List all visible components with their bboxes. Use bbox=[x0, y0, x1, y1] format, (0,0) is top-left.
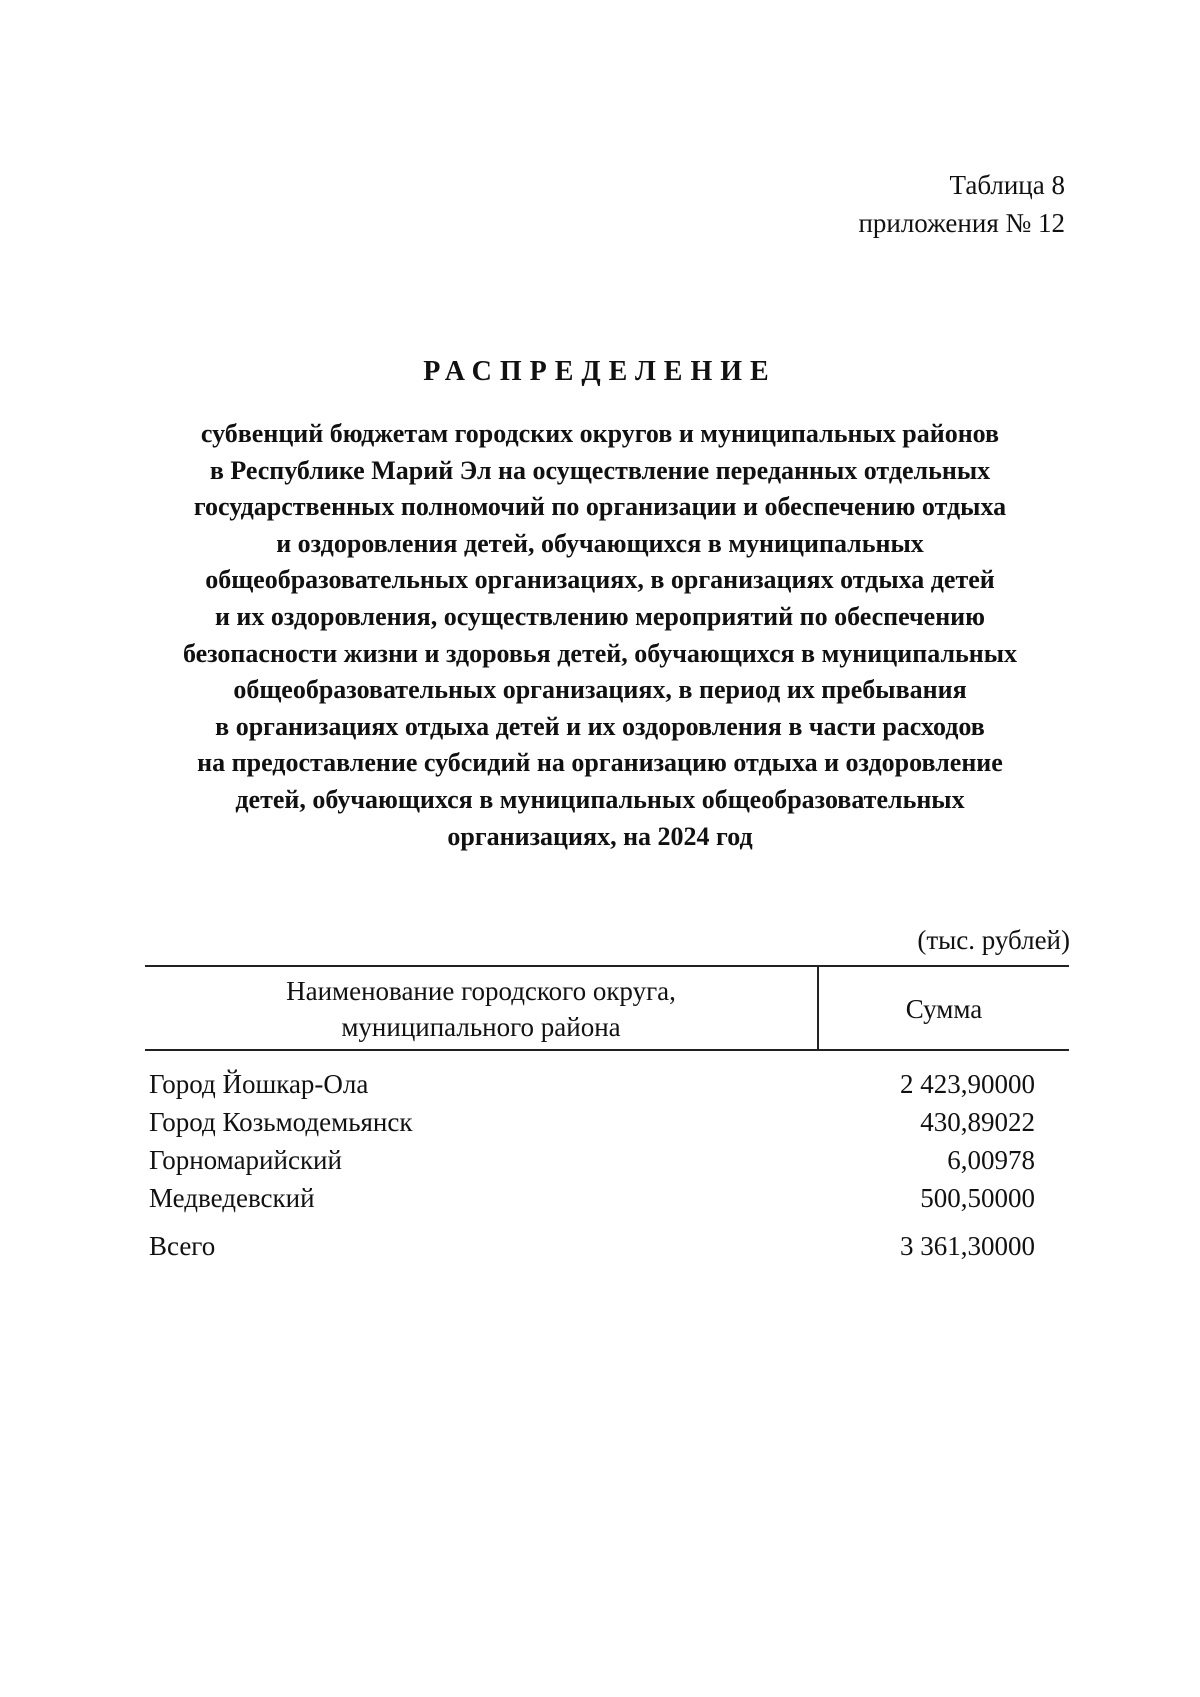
total-amount: 3 361,30000 bbox=[900, 1231, 1035, 1261]
subtitle-line: общеобразовательных организациях, в период их пребывания bbox=[233, 675, 967, 705]
header-name-line: Наименование городского округа, bbox=[286, 976, 676, 1006]
subtitle-line: на предоставление субсидий на организацию отдыха и оздоровление bbox=[197, 748, 1003, 778]
document-title: РАСПРЕДЕЛЕНИЕ bbox=[423, 356, 777, 387]
subtitle-line: в Республике Марий Эл на осуществление переданных отдельных bbox=[209, 455, 991, 485]
subtitle-line: государственных полномочий по организации и обеспечению отдыха bbox=[193, 492, 1007, 522]
document-subtitle bbox=[130, 416, 1070, 855]
table-reference bbox=[858, 166, 1065, 242]
table-row bbox=[145, 1141, 1069, 1179]
row-name: Медведевский bbox=[149, 1183, 315, 1213]
row-amount: 430,89022 bbox=[920, 1107, 1035, 1137]
header-amount-column: Сумма bbox=[818, 966, 1069, 1050]
appendix-number-label: приложения № 12 bbox=[858, 208, 1065, 238]
row-name: Город Козьмодемьянск bbox=[149, 1107, 413, 1137]
row-name: Горномарийский bbox=[149, 1145, 342, 1175]
subtitle-line: безопасности жизни и здоровья детей, обучающихся в муниципальных bbox=[182, 638, 1018, 668]
header-name-column bbox=[145, 966, 818, 1050]
row-amount: 500,50000 bbox=[920, 1183, 1035, 1213]
total-label: Всего bbox=[149, 1231, 216, 1261]
table-row bbox=[145, 1179, 1069, 1217]
row-name: Город Йошкар-Ола bbox=[149, 1069, 369, 1099]
table-header bbox=[145, 966, 1069, 1050]
subtitle-line: и их оздоровления, осуществлению мероприятий по обеспечению bbox=[214, 601, 986, 631]
distribution-table bbox=[145, 965, 1069, 1265]
subtitle-line: субвенций бюджетам городских округов и муниципальных районов bbox=[200, 419, 1000, 448]
table-number-label: Таблица 8 bbox=[949, 170, 1065, 200]
subtitle-line: и оздоровления детей, обучающихся в муниципальных bbox=[276, 528, 924, 558]
header-row bbox=[145, 966, 1069, 1050]
subtitle-line: организациях, на 2024 год bbox=[447, 821, 753, 851]
row-amount: 6,00978 bbox=[947, 1145, 1035, 1175]
table-row bbox=[145, 1103, 1069, 1141]
subtitle-line: детей, обучающихся в муниципальных общеобразовательных bbox=[235, 784, 965, 814]
table-row bbox=[145, 1050, 1069, 1103]
row-amount: 2 423,90000 bbox=[900, 1069, 1035, 1099]
subtitle-line: общеобразовательных организациях, в организациях отдыха детей bbox=[205, 565, 995, 595]
subtitle-line: в организациях отдыха детей и их оздоровления в части расходов bbox=[215, 711, 985, 741]
header-name-line: муниципального района bbox=[341, 1012, 621, 1042]
units-label: (тыс. рублей) bbox=[917, 925, 1070, 955]
total-row bbox=[145, 1217, 1069, 1265]
table-body bbox=[145, 1050, 1069, 1265]
